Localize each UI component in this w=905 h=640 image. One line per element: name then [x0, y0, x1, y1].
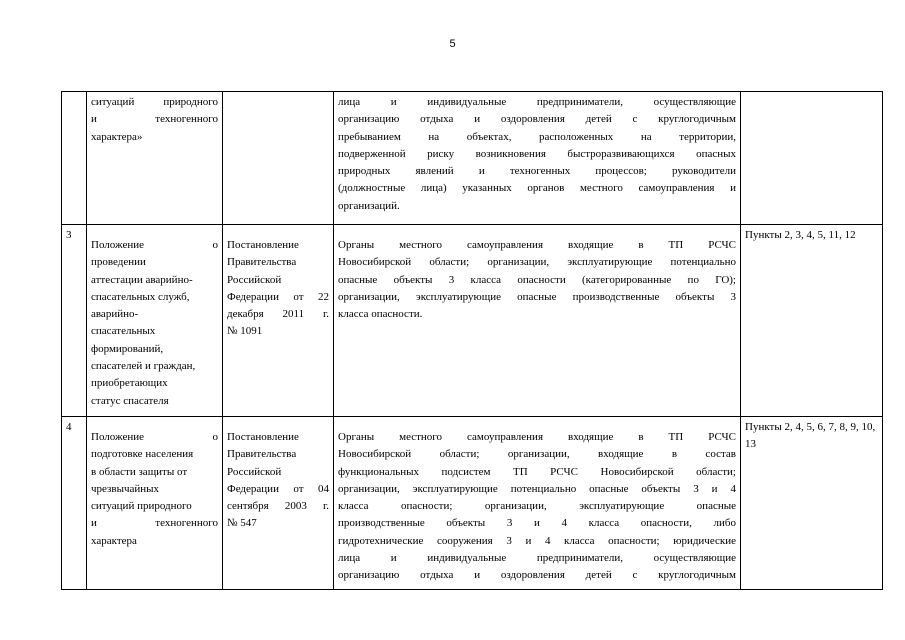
subjects-line: организацию отдыха и оздоровления детей с круглогодичным — [338, 113, 736, 126]
document-title-line: аварийно- — [91, 308, 139, 321]
subjects-line: Новосибирской области; организации, входящие в состав — [338, 448, 736, 461]
act-line: № 1091 — [227, 325, 263, 338]
subjects-line: лица и индивидуальные предприниматели, осуществляющие — [338, 96, 736, 108]
document-title-line: аттестации аварийно- — [91, 273, 193, 286]
act-line: Постановление — [227, 239, 299, 251]
document-title-line: характера» — [91, 130, 143, 143]
subjects-cell — [334, 417, 741, 590]
points-cell: Пункты 2, 4, 5, 6, 7, 8, 9, 10, 13 — [741, 417, 883, 590]
document-title-line: и техногенного — [91, 113, 218, 126]
act-line: декабря 2011 г. — [227, 308, 329, 321]
document-title-line: чрезвычайных — [91, 482, 160, 495]
subjects-cell — [334, 225, 741, 417]
subjects-line: класса опасности; организации, эксплуатирующие опасные — [338, 500, 736, 513]
subjects-cell — [334, 92, 741, 225]
subjects-line: гидротехнические сооружения 3 и 4 класса опасности; юридические — [338, 534, 736, 547]
act-line: сентября 2003 г. — [227, 500, 329, 513]
subjects-line: класса опасности. — [338, 308, 423, 321]
points-cell: Пункты 2, 3, 4, 5, 11, 12 — [741, 225, 883, 417]
subjects-line: пребыванием на объектах, расположенных на территории, — [338, 130, 736, 143]
act-line: Российской — [227, 273, 282, 286]
subjects-line: опасные объекты 3 класса опасности (категорированные по ГО); — [338, 273, 736, 286]
subjects-line: (должностные лица) указанных органов местного самоуправления и — [338, 182, 736, 195]
table-row — [62, 225, 883, 417]
document-title-line: в области защиты от — [91, 465, 188, 478]
row-number: 4 — [62, 417, 87, 590]
points-cell — [741, 92, 883, 225]
subjects-line: Органы местного самоуправления входящие в ТП РСЧС — [338, 431, 736, 443]
subjects-line: природных явлений и техногенных процессов; руководители — [338, 165, 736, 178]
document-title-line: спасательных — [91, 325, 156, 338]
subjects-line: организации, эксплуатирующие потенциально опасные объекты 3 и 4 — [338, 482, 736, 495]
document-title-cell — [87, 417, 223, 590]
act-line: Российской — [227, 465, 282, 478]
subjects-line: подверженной риску возникновения быстроразвивающихся опасных — [338, 147, 736, 160]
regulation-table — [61, 91, 883, 590]
document-title-line: Положение о — [91, 431, 218, 443]
row-number: 3 — [62, 225, 87, 417]
document-title-line: и техногенного — [91, 517, 218, 530]
document-title-line: ситуаций природного — [91, 500, 192, 513]
subjects-line: организации, эксплуатирующие опасные производственные объекты 3 — [338, 290, 736, 303]
document-title-line: ситуаций природного — [91, 96, 218, 108]
document-title-line: проведении — [91, 256, 146, 269]
subjects-line: Органы местного самоуправления входящие в ТП РСЧС — [338, 239, 736, 251]
subjects-line: функциональных подсистем ТП РСЧС Новосибирской области; — [338, 465, 736, 478]
document-title-line: приобретающих — [91, 377, 168, 390]
page-number: 5 — [449, 38, 456, 50]
table-row — [62, 92, 883, 225]
document-title-line: спасательных служб, — [91, 290, 190, 303]
document-title-line: характера — [91, 534, 137, 547]
document-title-line: Положение о — [91, 239, 218, 251]
act-line: Федерации от 22 — [227, 290, 329, 303]
document-title-cell — [87, 92, 223, 225]
document-title-line: формирований, — [91, 342, 164, 355]
act-line: Правительства — [227, 256, 297, 269]
act-cell — [223, 225, 334, 417]
document-title-cell — [87, 225, 223, 417]
act-cell — [223, 92, 334, 225]
act-line: Федерации от 04 — [227, 482, 329, 495]
act-line: Постановление — [227, 431, 299, 443]
subjects-line: организаций. — [338, 199, 400, 212]
subjects-line: лица и индивидуальные предприниматели, осуществляющие — [338, 552, 736, 565]
subjects-line: производственные объекты 3 и 4 класса опасности, либо — [338, 517, 736, 530]
subjects-line: организацию отдыха и оздоровления детей с круглогодичным — [338, 569, 736, 582]
row-number — [62, 92, 87, 225]
act-line: № 547 — [227, 517, 257, 530]
act-cell — [223, 417, 334, 590]
document-title-line: подготовке населения — [91, 448, 194, 461]
subjects-line: Новосибирской области; организации, эксплуатирующие потенциально — [338, 256, 736, 269]
document-title-line: статус спасателя — [91, 394, 169, 407]
table-row — [62, 417, 883, 590]
document-title-line: спасателей и граждан, — [91, 360, 196, 373]
act-line: Правительства — [227, 448, 297, 461]
